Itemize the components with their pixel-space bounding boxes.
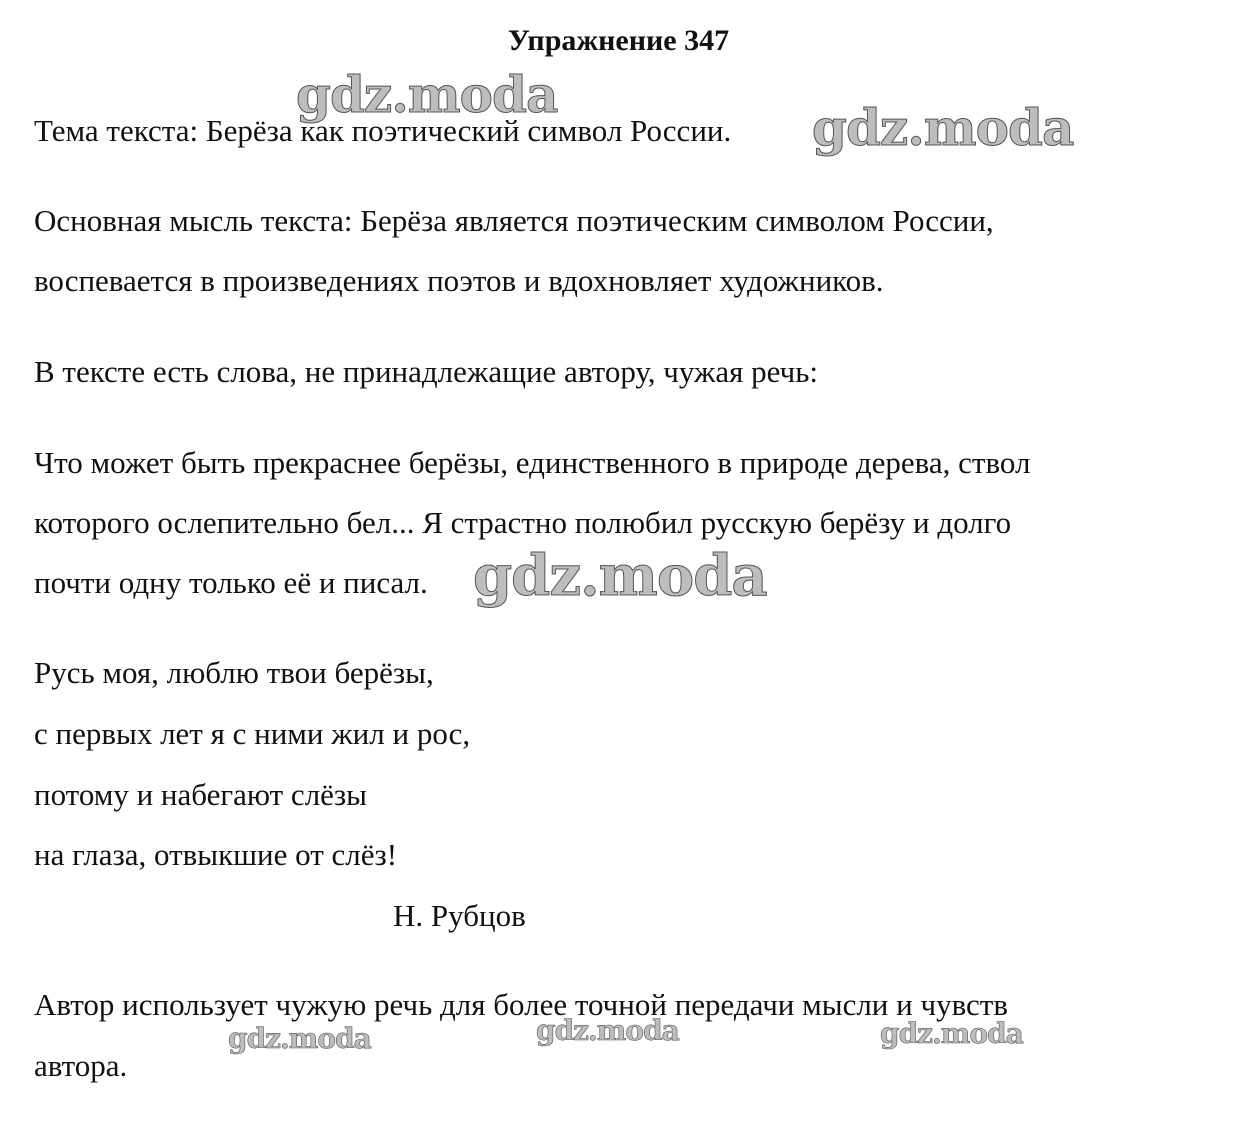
watermark-logo: gdz.moda <box>296 65 558 124</box>
main-idea-line-2: воспевается в произведениях поэтов и вдохновляет художников. <box>34 263 884 298</box>
poem-line-2: с первых лет я с ними жил и рос, <box>34 716 471 751</box>
quote-line-1: Что может быть прекраснее берёзы, единственного в природе дерева, ствол <box>34 445 1031 480</box>
poem-line-1: Русь моя, люблю твои берёзы, <box>34 655 434 690</box>
watermark-logo: gdz.moda <box>880 1017 1023 1050</box>
poem-line-3: потому и набегают слёзы <box>34 777 367 812</box>
page-title: Упражнение 347 <box>507 24 730 57</box>
watermark-logo: gdz.moda <box>812 98 1074 157</box>
watermark-logo: gdz.moda <box>228 1022 371 1055</box>
watermark-logo: gdz.moda <box>473 543 767 609</box>
main-idea-line-1: Основная мысль текста: Берёза является поэтическим символом России, <box>34 203 994 238</box>
conclusion-line-1: Автор использует чужую речь для более точной передачи мысли и чувств <box>34 987 1008 1022</box>
poem-line-4: на глаза, отвыкшие от слёз! <box>34 837 398 872</box>
theme-line: Тема текста: Берёза как поэтический символ России. <box>34 113 732 148</box>
conclusion-line-2: автора. <box>34 1048 128 1083</box>
foreign-speech-intro: В тексте есть слова, не принадлежащие автору, чужая речь: <box>34 354 819 389</box>
poem-author: Н. Рубцов <box>393 898 526 933</box>
quote-line-2: которого ослепительно бел... Я страстно полюбил русскую берёзу и долго <box>34 505 1012 540</box>
watermark-logo: gdz.moda <box>536 1014 679 1047</box>
quote-line-3: почти одну только её и писал. <box>34 565 428 600</box>
